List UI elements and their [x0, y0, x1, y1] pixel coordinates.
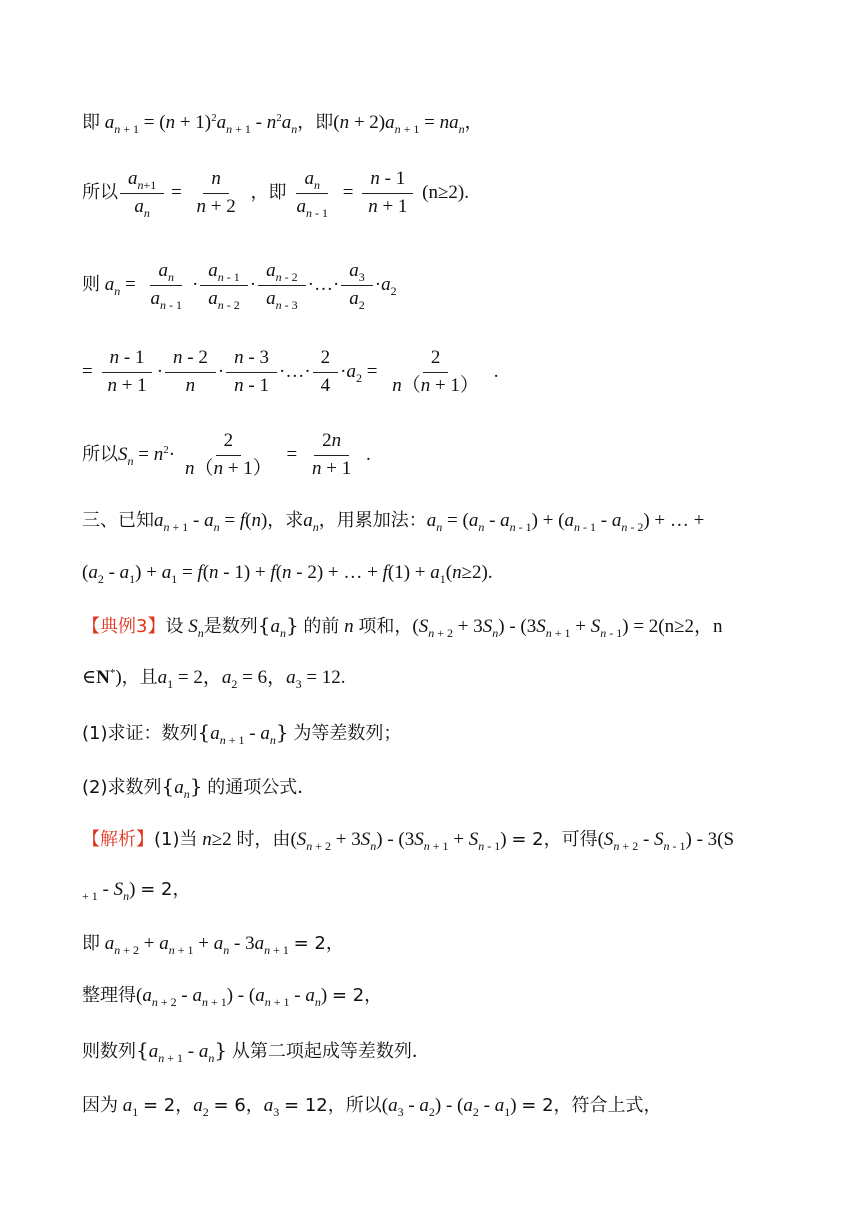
- text: 三、已知: [82, 510, 154, 531]
- formula: $a_{n + 1} = (n + 1)^2a_{n + 1} - n^2a_n$: [104, 112, 298, 136]
- line-16: 则数列$\{a_{n + 1} - a_n\}$ 从第二项起成等差数列．: [82, 1038, 430, 1065]
- text: 因为: [82, 1095, 118, 1116]
- text: = 2，: [293, 933, 344, 954]
- text: 时，由: [236, 829, 291, 850]
- text: = 2，: [177, 667, 222, 688]
- text: = 2，: [143, 1095, 194, 1116]
- line-4: = $\frac{n - 1}{n + 1}$ · $\frac{n - 2}{n}$ · $\frac{n - 3}{n - 1}$ ·…· $\frac{2}{4}$ $\cdot a_2$ = $\frac{2}{n(n + 1)}$ .: [82, 345, 498, 400]
- line-2: 所以 $\frac{a_{n+1}}{a_n}$ = $\frac{n}{n + 2}$ ，即 $\frac{a_n}{a_{n - 1}}$ = $\frac{n - 1}{n + 1}$ (n≥2).: [82, 168, 469, 220]
- line-9: ∈N*)，且$a_1 = 2$，$a_2 = 6$，$a_3 = 12$.: [82, 667, 346, 691]
- line-13: $_{+ 1} - S_n) = 2$，: [82, 879, 191, 903]
- text: = 6，: [213, 1095, 264, 1116]
- solution-tag: 【解析】: [82, 829, 154, 850]
- text: ，即: [250, 181, 287, 203]
- fraction: $\frac{n}{n + 2}$: [196, 168, 236, 217]
- text: = 12.: [306, 667, 346, 688]
- text: = 6，: [242, 667, 287, 688]
- text: = 2，符合上式，: [521, 1095, 662, 1116]
- fraction: $\frac{2}{n(n + 1)}$: [392, 347, 479, 396]
- fraction: $\frac{a_3}{a_2}$: [341, 258, 373, 313]
- text: ，求: [267, 510, 304, 531]
- text: 的前: [303, 616, 340, 637]
- example-tag: 【典例3】: [82, 616, 166, 637]
- formula: $(n + 2)a_{n + 1} = na_n$: [333, 112, 465, 136]
- line-15: 整理得$(a_{n + 2} - a_{n + 1}) - (a_{n + 1} - a_n) = 2$，: [82, 985, 383, 1009]
- fraction: $\frac{2}{n(n + 1)}$: [185, 430, 272, 479]
- line-17: 因为 $a_1 = 2$，$a_2 = 6$，$a_3 = 12$，所以$(a_3 - a_2) - (a_2 - a_1) = 2$，符合上式，: [82, 1095, 662, 1119]
- fraction: $\frac{a_n}{a_{n - 1}}$: [150, 260, 182, 312]
- fraction: $\frac{2}{4}$: [313, 345, 339, 400]
- line-12: 【解析】(1)当 n≥2 时，由$(S_{n + 2} + 3S_n) - (3S_{n + 1} + S_{n - 1}) = 2$，可得$(S_{n + 2} - S_{n - 1}) - 3(S$: [82, 829, 735, 853]
- fraction: $\frac{2n}{n + 1}$: [312, 430, 352, 479]
- text: 为等差数列；: [293, 723, 402, 744]
- text: = 2(n≥2，n: [633, 616, 723, 637]
- text: 是数列: [203, 616, 258, 637]
- text: ∈: [82, 667, 97, 688]
- line-3: 则 $a_n$ = $\frac{a_n}{a_{n - 1}}$ · $\frac{a_{n - 1}}{a_{n - 2}}$ · $\frac{a_{n - 2}}{a_{n - 3}}$ ·…· $\frac{a_3}{a_2}$ $\cdot a_2$: [82, 260, 397, 312]
- text: ，即: [297, 112, 334, 133]
- text: = 2，: [140, 879, 191, 900]
- text: ，且: [121, 667, 158, 688]
- fraction: $\frac{n - 1}{n + 1}$: [360, 166, 415, 221]
- fraction: $\frac{a_{n - 1}}{a_{n - 2}}$: [200, 258, 248, 313]
- text: 设: [165, 616, 184, 637]
- text: = 2，: [331, 985, 383, 1006]
- text: 项和，: [358, 616, 413, 637]
- text: ，用累加法：: [318, 510, 427, 531]
- text: - 3(S: [696, 829, 735, 850]
- text: 则数列: [82, 1041, 136, 1062]
- line-5: 所以$S_n = n^2\cdot$ $\frac{2}{n(n + 1)}$ = $\frac{2n}{n + 1}$ .: [82, 428, 371, 483]
- text: N: [96, 667, 110, 688]
- text: 即: [82, 112, 100, 133]
- text: 整理得: [82, 985, 136, 1006]
- text: 所以: [82, 443, 118, 465]
- fraction: $\frac{a_{n - 2}}{a_{n - 3}}$: [258, 258, 306, 313]
- text: 则: [82, 273, 100, 295]
- fraction: $\frac{n - 3}{n - 1}$: [226, 345, 277, 400]
- line-6: 三、已知$a_{n + 1} - a_n = f(n)$，求$a_n$，用累加法：$a_n = (a_n - a_{n - 1}) + (a_{n - 1} - a_{n - 2})$ + … +: [82, 510, 705, 534]
- text: (1)求证：数列: [82, 723, 198, 744]
- text: + … +: [327, 562, 378, 583]
- text: (n≥2).: [422, 181, 469, 203]
- fraction: $\frac{n - 2}{n}$: [165, 345, 216, 400]
- text: 即: [82, 933, 100, 954]
- text: = 2，可得: [511, 829, 598, 850]
- line-14: 即 $a_{n + 2} + a_{n + 1} + a_n - 3a_{n + 1} = 2$，: [82, 933, 344, 957]
- line-1: [82, 112, 483, 136]
- text: (1)当: [154, 829, 198, 850]
- text: (2)求数列: [82, 777, 162, 798]
- text: + … +: [654, 510, 705, 531]
- line-11: (2)求数列$\{a_n\}$ 的通项公式．: [82, 774, 316, 801]
- fraction: $\frac{n - 1}{n + 1}$: [99, 345, 154, 400]
- fraction: $\frac{a_{n+1}}{a_n}$: [120, 166, 164, 221]
- line-8: 【典例3】设 $S_n$是数列$\{a_n\}$ 的前 n 项和，$(S_{n + 2} + 3S_n) - (3S_{n + 1} + S_{n - 1}) = 2(n\ge 2$，n: [82, 613, 723, 640]
- line-7: $(a_2 - a_1) + a_1 = f(n - 1) + f(n - 2)$ + … + $f(1) + a_1(n\ge 2)$.: [82, 562, 493, 586]
- text: 的通项公式．: [207, 777, 316, 798]
- text: 从第二项起成等差数列．: [231, 1041, 430, 1062]
- fraction: $\frac{a_n}{a_{n - 1}}$: [296, 168, 328, 220]
- text: ，: [464, 112, 483, 133]
- text: = 12，所以: [284, 1095, 382, 1116]
- line-10: (1)求证：数列$\{a_{n + 1} - a_n\}$ 为等差数列；: [82, 720, 402, 747]
- text: 所以: [82, 181, 118, 203]
